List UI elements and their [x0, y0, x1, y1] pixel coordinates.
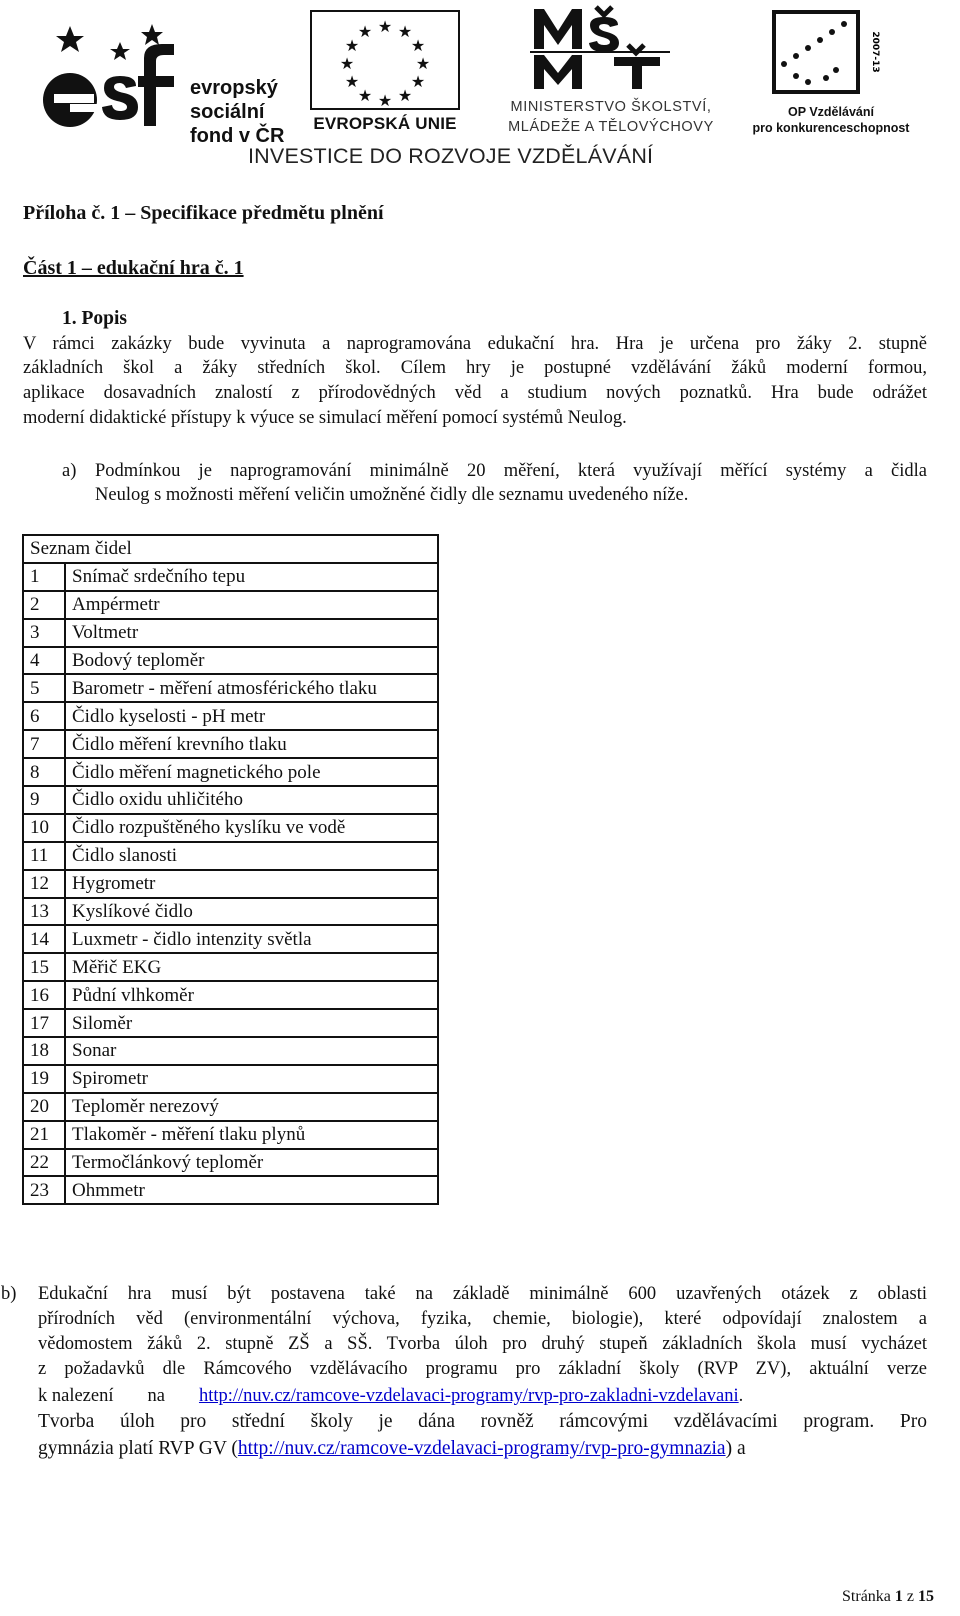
sensor-number: 7 — [23, 730, 65, 758]
table-row — [23, 563, 438, 591]
document-title: Příloha č. 1 – Specifikace předmětu plnění — [23, 202, 384, 224]
sensor-number: 9 — [23, 786, 65, 814]
item-b-line-1: Edukační hra musí být postavena také na základě minimálně 600 uzavřených otázek z oblasti — [38, 1284, 927, 1304]
intro-line-1: V rámci zakázky bude vyvinuta a naprogramována edukační hra. Hra je určena pro žáky 2. stupně — [23, 334, 927, 354]
sensor-name: Sonar — [65, 1037, 438, 1065]
op-years: 2007-13 — [870, 31, 880, 73]
table-row — [23, 1176, 438, 1204]
table-row — [23, 1065, 438, 1093]
table-row — [23, 647, 438, 675]
table-header-row — [23, 535, 438, 563]
sensor-name: Barometr - měření atmosférického tlaku — [65, 674, 438, 702]
item-b-line-7-prefix: gymnázia platí RVP GV (http://nuv.cz/ramcove-vzdelavaci-programy/rvp-pro-gymnazia) a — [38, 1438, 746, 1459]
table-row — [23, 953, 438, 981]
sensor-name: Bodový teploměr — [65, 647, 438, 675]
sensor-number: 5 — [23, 674, 65, 702]
sensor-number: 15 — [23, 953, 65, 981]
table-row — [23, 842, 438, 870]
sensor-number: 13 — [23, 898, 65, 926]
sensor-table — [22, 534, 439, 1205]
table-row — [23, 925, 438, 953]
table-header: Seznam čidel — [23, 535, 438, 563]
sensor-number: 3 — [23, 619, 65, 647]
msmt-mark-icon — [530, 5, 680, 93]
table-row — [23, 1009, 438, 1037]
intro-line-3: aplikace dosavadních znalostí z přírodovědných věd a studium nových poznatků. Hra bude odrážet — [23, 383, 927, 403]
footer-of: z — [906, 1588, 914, 1605]
esf-mark-icon — [40, 18, 190, 138]
sensor-name: Luxmetr - čidlo intenzity světla — [65, 925, 438, 953]
sensor-name: Teploměr nerezový — [65, 1093, 438, 1121]
intro-line-4: moderní didaktické přístupy k výuce se simulací měření pomocí systémů Neulog. — [23, 408, 627, 428]
esf-line-3: fond v ČR — [190, 125, 285, 147]
eu-label: EVROPSKÁ UNIE — [313, 114, 457, 133]
sensor-name: Termočlánkový teploměr — [65, 1149, 438, 1177]
sensor-name: Spirometr — [65, 1065, 438, 1093]
op-text — [745, 104, 917, 136]
op-logo — [745, 8, 915, 138]
sensor-number: 1 — [23, 563, 65, 591]
svg-text:★: ★ — [377, 91, 393, 110]
sensor-number: 12 — [23, 870, 65, 898]
table-row — [23, 1093, 438, 1121]
item-b-line-4: z požadavků dle Rámcového vzdělávacího programu pro základní školy (RVP ZV), aktuální verze — [38, 1359, 927, 1379]
svg-text:★: ★ — [410, 72, 426, 91]
svg-text:★: ★ — [339, 54, 355, 73]
eu-logo — [310, 10, 460, 133]
sensor-name: Čidlo rozpuštěného kyslíku ve vodě — [65, 814, 438, 842]
header-logos — [0, 0, 960, 185]
msmt-text — [480, 97, 742, 137]
table-row — [23, 674, 438, 702]
sensor-number: 21 — [23, 1121, 65, 1149]
sensor-name: Snímač srdečního tepu — [65, 563, 438, 591]
msmt-logo — [480, 5, 740, 135]
sensor-number: 8 — [23, 758, 65, 786]
link-rvp-zv[interactable]: http://nuv.cz/ramcove-vzdelavaci-programy/rvp-pro-zakladni-vzdelavani — [198, 1386, 739, 1406]
msmt-line-2: MLÁDEŽE A TĚLOVÝCHOVY — [508, 119, 714, 135]
esf-line-2: sociální — [190, 101, 265, 123]
eu-flag-icon — [310, 10, 460, 110]
table-row — [23, 1037, 438, 1065]
item-a-line-2: Neulog s možnosti měření veličin umožněné čidly dle seznamu uvedeného níže. — [95, 485, 689, 505]
svg-text:★: ★ — [410, 36, 426, 55]
svg-text:★: ★ — [397, 22, 413, 41]
svg-text:★: ★ — [344, 72, 360, 91]
sensor-name: Tlakoměr - měření tlaku plynů — [65, 1121, 438, 1149]
sensor-number: 17 — [23, 1009, 65, 1037]
item-b-label: b) — [1, 1284, 17, 1304]
item-b-line-5-prefix: k nalezení — [38, 1386, 114, 1406]
table-row — [23, 786, 438, 814]
sensor-name: Čidlo kyselosti - pH metr — [65, 702, 438, 730]
sensor-name: Siloměr — [65, 1009, 438, 1037]
item-b-line-5-suffix: . — [738, 1386, 744, 1406]
op-line-1: OP Vzdělávání — [788, 105, 874, 119]
table-row — [23, 619, 438, 647]
sensor-number: 19 — [23, 1065, 65, 1093]
sensor-number: 18 — [23, 1037, 65, 1065]
part-heading: Část 1 – edukační hra č. 1 — [23, 257, 244, 279]
table-row — [23, 981, 438, 1009]
intro-line-2: základních škol a žáky středních škol. Cílem hry je postupné vzdělávání žáků moderní formou, — [23, 358, 927, 378]
table-row — [23, 898, 438, 926]
sensor-name: Čidlo měření krevního tlaku — [65, 730, 438, 758]
op-mark-icon — [770, 8, 890, 98]
esf-line-1: evropský — [190, 77, 278, 99]
esf-text — [190, 76, 284, 148]
msmt-line-1: MINISTERSTVO ŠKOLSTVÍ, — [510, 99, 712, 115]
sensor-number: 4 — [23, 647, 65, 675]
sensor-name: Čidlo měření magnetického pole — [65, 758, 438, 786]
svg-text:★: ★ — [344, 36, 360, 55]
table-row — [23, 730, 438, 758]
sensor-number: 20 — [23, 1093, 65, 1121]
item-b-line-7 — [38, 1436, 927, 1462]
table-row — [23, 870, 438, 898]
item-b-line-5-na: na — [147, 1386, 165, 1406]
sensor-number: 14 — [23, 925, 65, 953]
sensor-name: Kyslíkové čidlo — [65, 898, 438, 926]
svg-text:★: ★ — [415, 54, 431, 73]
svg-text:★: ★ — [397, 86, 413, 105]
sensor-name: Ampérmetr — [65, 591, 438, 619]
table-row — [23, 702, 438, 730]
item-b-line-2: přírodních věd (environmentální výchova, fyzika, chemie, biologie), které odpovídají znalostem a — [38, 1309, 927, 1329]
sensor-number: 23 — [23, 1176, 65, 1204]
header-tagline: INVESTICE DO ROZVOJE VZDĚLÁVÁNÍ — [248, 144, 654, 168]
sensor-name: Voltmetr — [65, 619, 438, 647]
sensor-number: 6 — [23, 702, 65, 730]
page-footer — [842, 1588, 934, 1606]
footer-total: 15 — [918, 1588, 934, 1605]
item-a-line-1: Podmínkou je naprogramování minimálně 20 měření, která využívají měřící systémy a čidla — [95, 461, 927, 481]
op-line-2: pro konkurenceschopnost — [752, 121, 910, 135]
svg-text:★: ★ — [357, 86, 373, 105]
sensor-name: Čidlo slanosti — [65, 842, 438, 870]
table-row — [23, 1121, 438, 1149]
esf-logo — [40, 18, 320, 147]
table-row — [23, 1149, 438, 1177]
item-b-line-6: Tvorba úloh pro střední školy je dána rovněž rámcovými vzdělávacími program. Pro — [38, 1411, 927, 1432]
item-a-label: a) — [62, 461, 77, 481]
sensor-number: 16 — [23, 981, 65, 1009]
table-row — [23, 591, 438, 619]
section-heading: 1. Popis — [62, 308, 128, 329]
footer-label: Stránka — [842, 1588, 891, 1605]
svg-text:★: ★ — [377, 17, 393, 36]
svg-text:★: ★ — [357, 22, 373, 41]
sensor-number: 2 — [23, 591, 65, 619]
link-rvp-gv[interactable]: http://nuv.cz/ramcove-vzdelavaci-programy/rvp-pro-gymnazia — [237, 1438, 726, 1459]
sensor-number: 10 — [23, 814, 65, 842]
item-b-line-5 — [38, 1383, 927, 1409]
sensor-name: Měřič EKG — [65, 953, 438, 981]
sensor-name: Půdní vlhkoměr — [65, 981, 438, 1009]
sensor-name: Ohmmetr — [65, 1176, 438, 1204]
sensor-name: Čidlo oxidu uhličitého — [65, 786, 438, 814]
sensor-number: 11 — [23, 842, 65, 870]
footer-page: 1 — [894, 1588, 903, 1605]
item-b-line-3: vědomostem žáků 2. stupně ZŠ a SŠ. Tvorba úloh pro druhý stupeň základních škola musí vycházet — [38, 1334, 927, 1354]
sensor-number: 22 — [23, 1149, 65, 1177]
table-row — [23, 814, 438, 842]
table-row — [23, 758, 438, 786]
sensor-name: Hygrometr — [65, 870, 438, 898]
